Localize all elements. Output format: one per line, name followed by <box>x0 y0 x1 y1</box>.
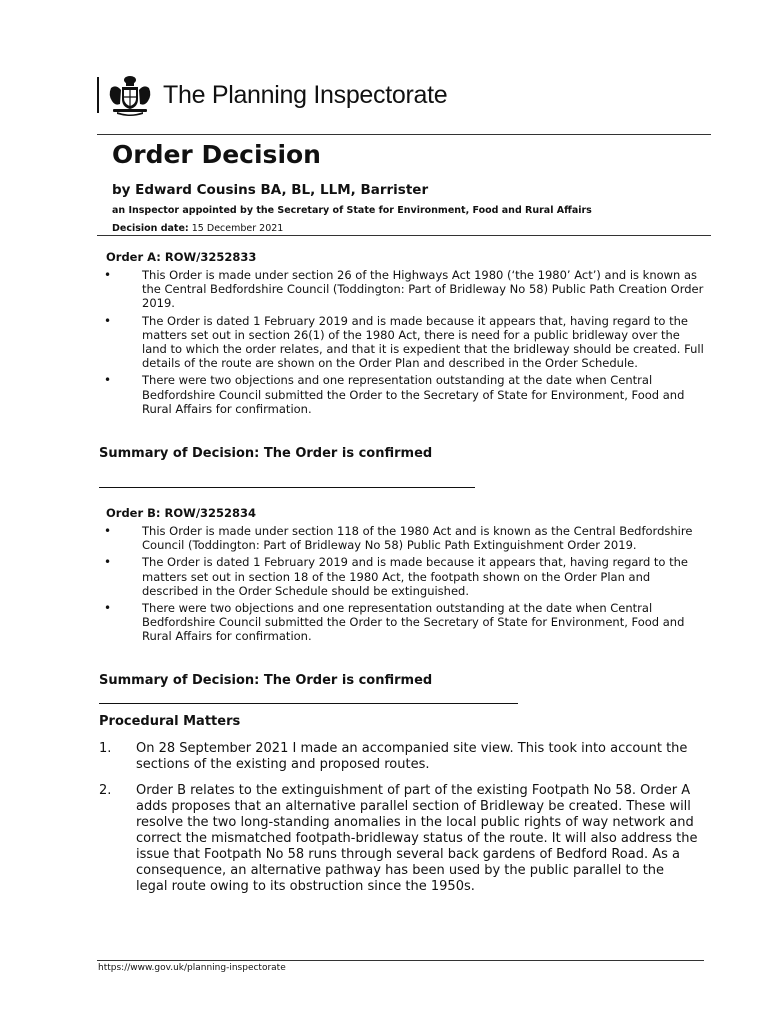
order-a-bullets <box>100 268 705 419</box>
header-divider <box>97 77 99 113</box>
order-a-heading: Order A: ROW/3252833 <box>106 250 257 264</box>
order-b-summary: Summary of Decision: The Order is confirmed <box>99 673 433 688</box>
separator-line <box>99 703 518 704</box>
order-b-bullets <box>100 524 705 647</box>
procedural-matters-heading: Procedural Matters <box>99 714 241 729</box>
inspector-byline: by Edward Cousins BA, BL, LLM, Barrister <box>112 182 429 198</box>
decision-date-label: Decision date: <box>112 223 189 234</box>
header-bottom-rule <box>97 235 711 236</box>
appointment-line: an Inspector appointed by the Secretary of State for Environment, Food and Rural Affairs <box>112 205 592 216</box>
paragraph-number: 1. <box>99 741 112 756</box>
paragraph-text: On 28 September 2021 I made an accompanied site view. This took into account the sections of the existing and proposed routes. <box>136 741 688 772</box>
decision-date <box>112 223 283 234</box>
royal-coat-of-arms-icon <box>107 74 153 116</box>
order-b-heading: Order B: ROW/3252834 <box>106 506 257 520</box>
paragraph-number: 2. <box>99 783 112 798</box>
paragraph-text: Order B relates to the extinguishment of part of the existing Footpath No 58. Order A adds proposes that an alternative parallel section of Bridleway be created. These will resolve the two long-standing anomalies in the local public rights of way network and correct the mismatched footpath-bridleway status of the route. It will also address the issue that Footpath No 58 runs through several back gardens of Bedford Road. As a consequence, an alternative pathway has been used by the public parallel to the legal route owing to its obstruction since the 1950s. <box>136 783 698 894</box>
list-item: • There were two objections and one representation outstanding at the date when Central Bedfordshire Council submitted the Order to the Secretary of State for Environment, Food and Rural Affairs for confirmation. <box>100 601 705 644</box>
decision-date-value: 15 December 2021 <box>191 223 284 234</box>
paragraph-2 <box>99 783 699 895</box>
title-top-rule <box>97 134 711 135</box>
header <box>97 74 447 116</box>
separator-line <box>99 487 475 488</box>
list-item: • The Order is dated 1 February 2019 and is made because it appears that, having regard to the matters set out in section 18 of the 1980 Act, the footpath shown on the Order Plan and described in the Order Schedule should be extinguished. <box>100 555 705 598</box>
list-item: • The Order is dated 1 February 2019 and is made because it appears that, having regard to the matters set out in section 26(1) of the 1980 Act, there is need for a public bridleway over the land to which the order relates, and that it is expedient that the bridleway should be created. Full details of the route are shown on the Order Plan and described in the Order Schedule. <box>100 314 705 371</box>
list-item: • This Order is made under section 118 of the 1980 Act and is known as the Central Bedfordshire Council (Toddington: Part of Bridleway No 58) Public Path Extinguishment Order 2019. <box>100 524 705 552</box>
paragraph-1 <box>99 741 699 773</box>
footer-url[interactable]: https://www.gov.uk/planning-inspectorate <box>98 963 286 973</box>
list-item: • This Order is made under section 26 of the Highways Act 1980 (‘the 1980’ Act’) and is known as the Central Bedfordshire Council (Toddington: Part of Bridleway No 58) Public Path Creation Order 2019. <box>100 268 705 311</box>
list-item: • There were two objections and one representation outstanding at the date when Central Bedfordshire Council submitted the Order to the Secretary of State for Environment, Food and Rural Affairs for confirmation. <box>100 373 705 416</box>
order-a-summary: Summary of Decision: The Order is confirmed <box>99 446 433 461</box>
page-title: Order Decision <box>112 140 321 169</box>
footer-rule <box>97 960 704 961</box>
organisation-name: The Planning Inspectorate <box>163 80 448 109</box>
